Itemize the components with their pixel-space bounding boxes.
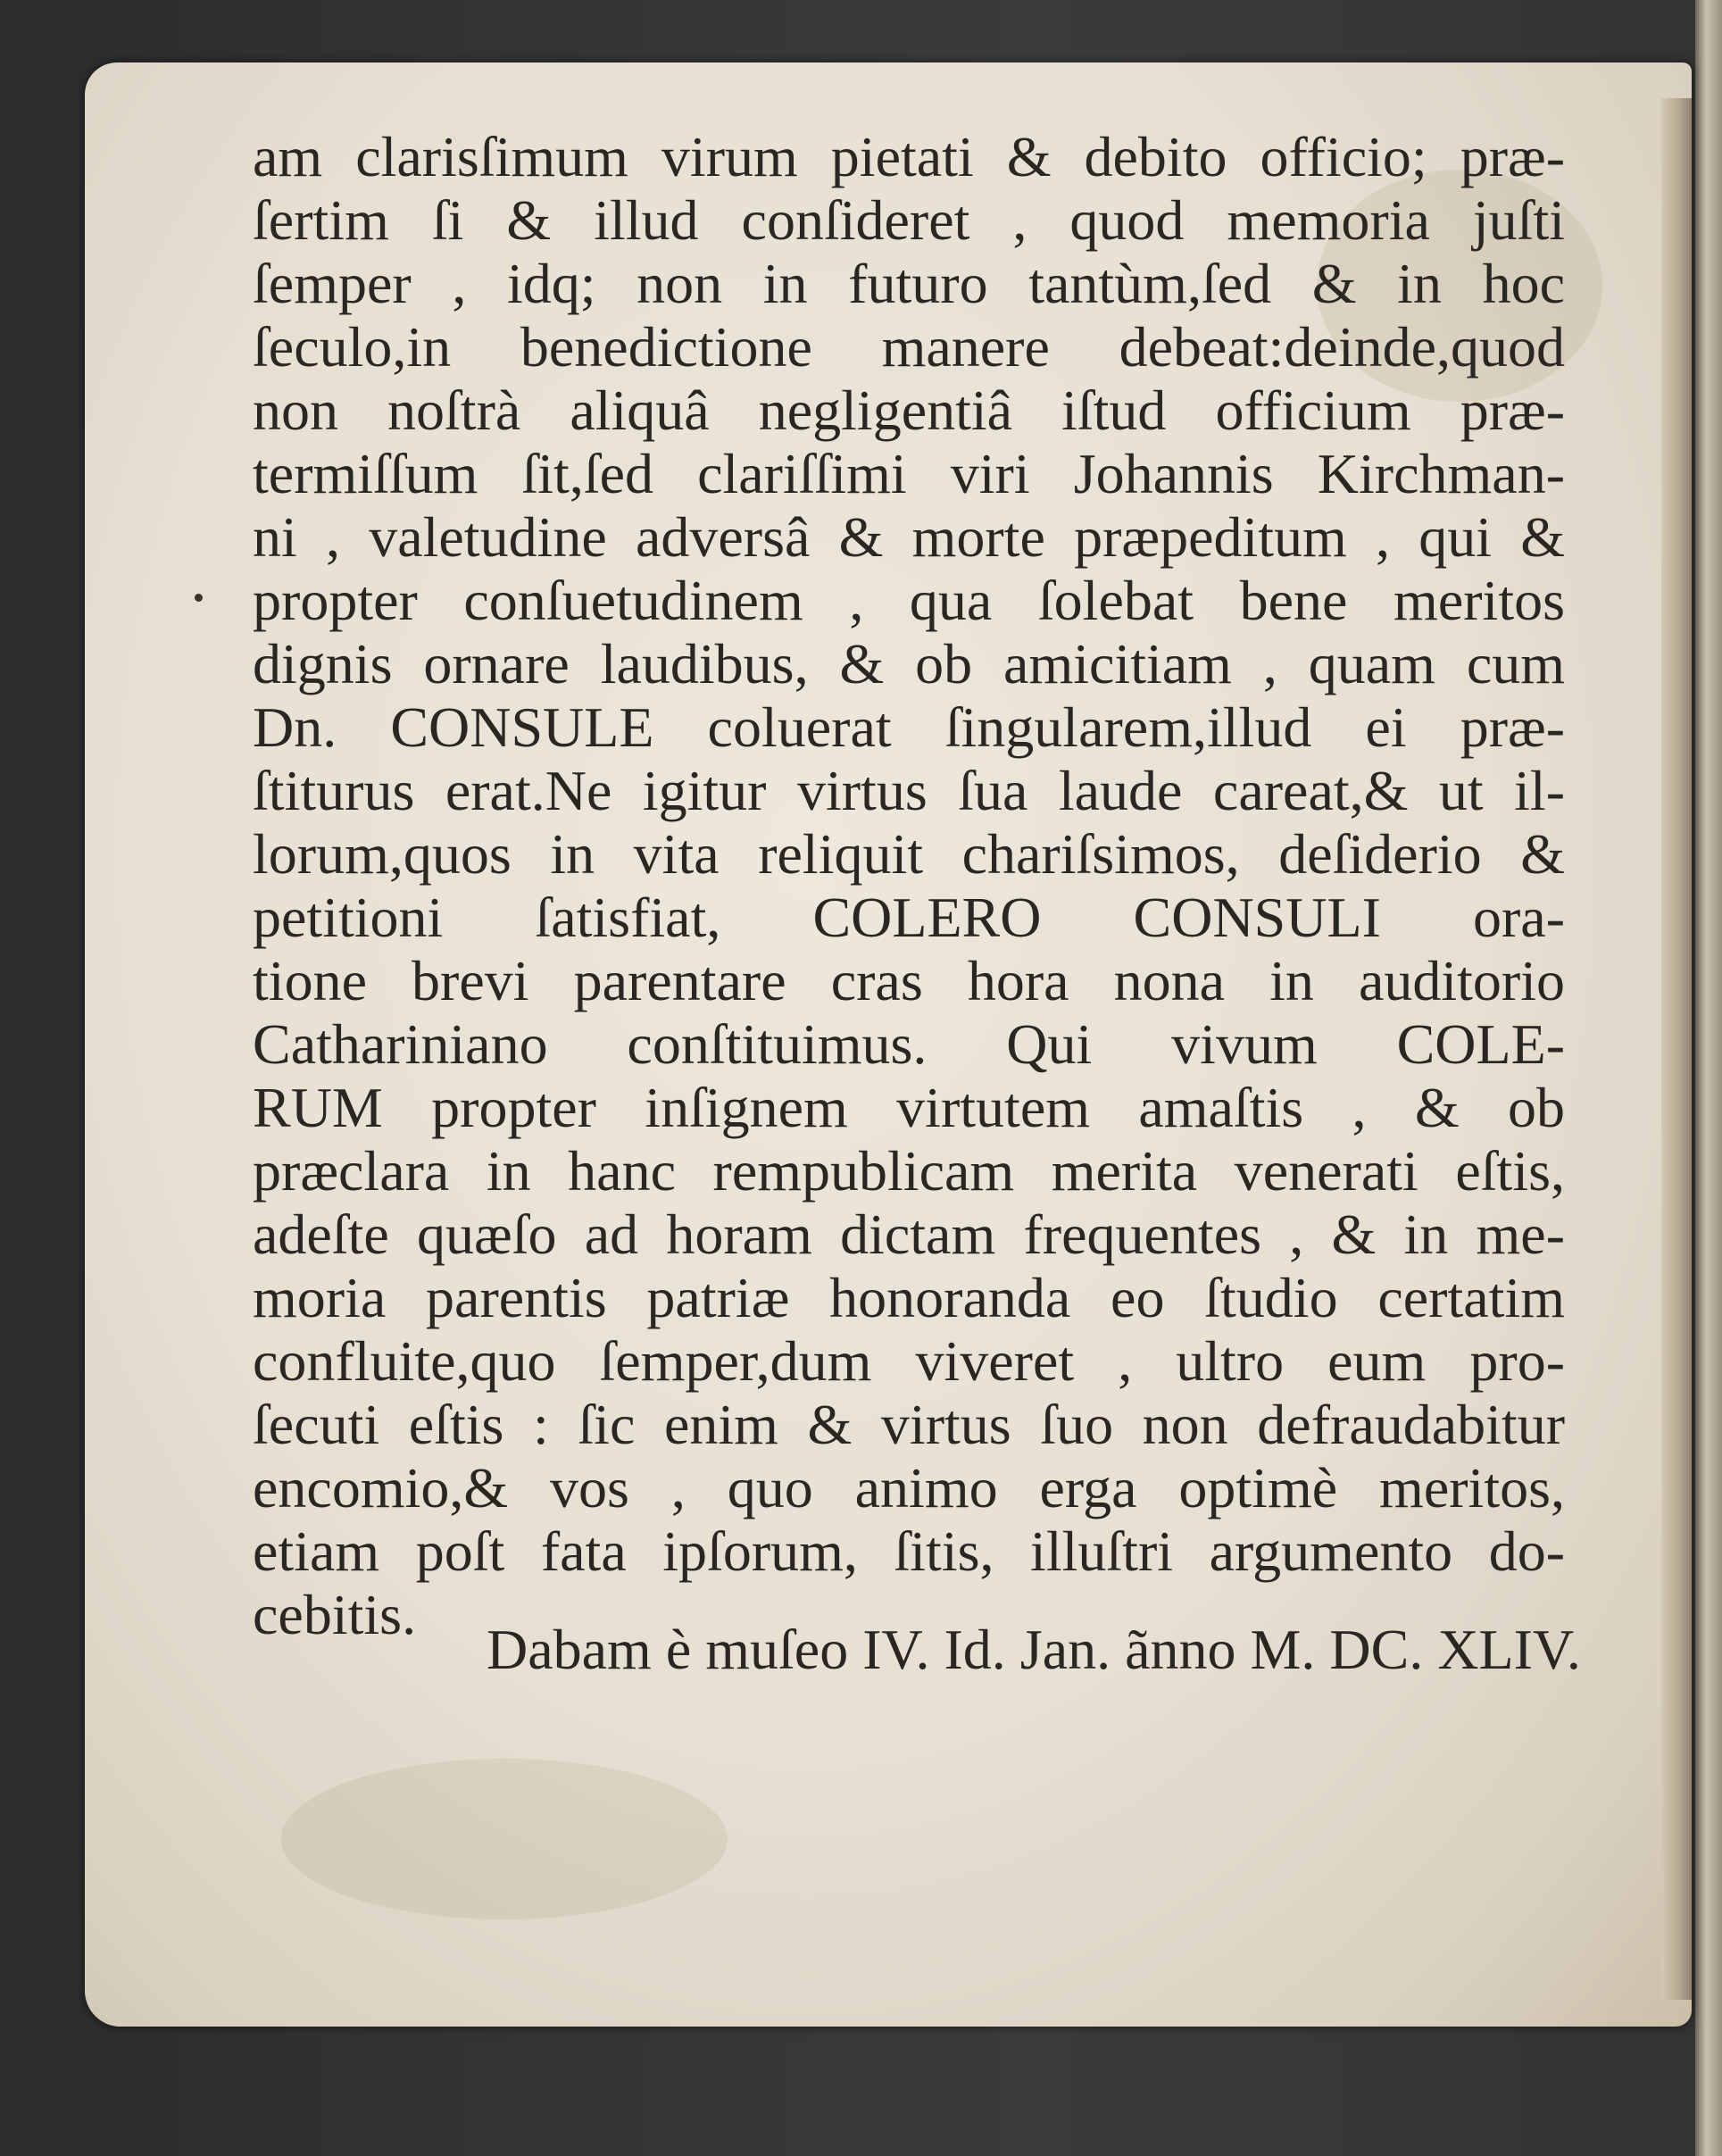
text-line-3: ſemper , idq; non in futuro tantùm,ſed & in hoc bbox=[253, 252, 1565, 315]
text-line-5: non noſtrà aliquâ negligentiâ iſtud officium præ- bbox=[253, 379, 1565, 442]
text-line-1: am clarisſimum virum pietati & debito officio; præ- bbox=[253, 125, 1565, 188]
text-line-11: ſtiturus erat.Ne igitur virtus ſua laude careat,& ut il- bbox=[253, 759, 1565, 822]
text-line-18: adeſte quæſo ad horam dictam frequentes , & in me- bbox=[253, 1203, 1565, 1266]
text-line-24: cebitis. bbox=[253, 1583, 417, 1646]
text-line-9: dignis ornare laudibus, & ob amicitiam , quam cum bbox=[253, 632, 1565, 695]
text-line-8: propter conſuetudinem , qua ſolebat bene meritos bbox=[253, 569, 1565, 632]
text-line-16: RUM propter inſignem virtutem amaſtis , & ob bbox=[253, 1076, 1565, 1139]
text-line-4: ſeculo,in benedictione manere debeat:deinde,quod bbox=[253, 315, 1565, 379]
page-gutter-edge bbox=[1661, 98, 1692, 2000]
margin-ink-dot bbox=[195, 594, 203, 602]
body-text bbox=[253, 125, 1565, 1646]
book-spine bbox=[1695, 0, 1722, 2156]
text-line-12: lorum,quos in vita reliquit chariſsimos, deſiderio & bbox=[253, 822, 1565, 886]
text-line-17: præclara in hanc rempublicam merita venerati eſtis, bbox=[253, 1139, 1565, 1203]
paper-stain bbox=[281, 1759, 728, 1919]
text-line-7: ni , valetudine adversâ & morte præpeditum , qui & bbox=[253, 505, 1565, 569]
text-line-20: confluite,quo ſemper,dum viveret , ultro eum pro- bbox=[253, 1329, 1565, 1393]
text-line-22: encomio,& vos , quo animo erga optimè meritos, bbox=[253, 1456, 1565, 1519]
text-line-19: moria parentis patriæ honoranda eo ſtudio certatim bbox=[253, 1266, 1565, 1329]
text-line-15: Cathariniano conſtituimus. Qui vivum COLE- bbox=[253, 1012, 1565, 1076]
text-line-13: petitioni ſatisfiat, COLERO CONSULI ora- bbox=[253, 886, 1565, 949]
text-line-23: etiam poſt fata ipſorum, ſitis, illuſtri argumento do- bbox=[253, 1519, 1565, 1583]
text-line-10: Dn. CONSULE coluerat ſingularem,illud ei præ- bbox=[253, 695, 1565, 759]
text-line-14: tione brevi parentare cras hora nona in auditorio bbox=[253, 949, 1565, 1012]
dateline: Dabam è muſeo IV. Id. Jan. ãnno M. DC. XLIV. bbox=[487, 1618, 1581, 1681]
text-line-2: ſertim ſi & illud conſideret , quod memoria juſti bbox=[253, 188, 1565, 252]
text-line-21: ſecuti eſtis : ſic enim & virtus ſuo non defraudabitur bbox=[253, 1393, 1565, 1456]
text-line-6: termiſſum ſit,ſed clariſſimi viri Johannis Kirchman- bbox=[253, 442, 1565, 505]
